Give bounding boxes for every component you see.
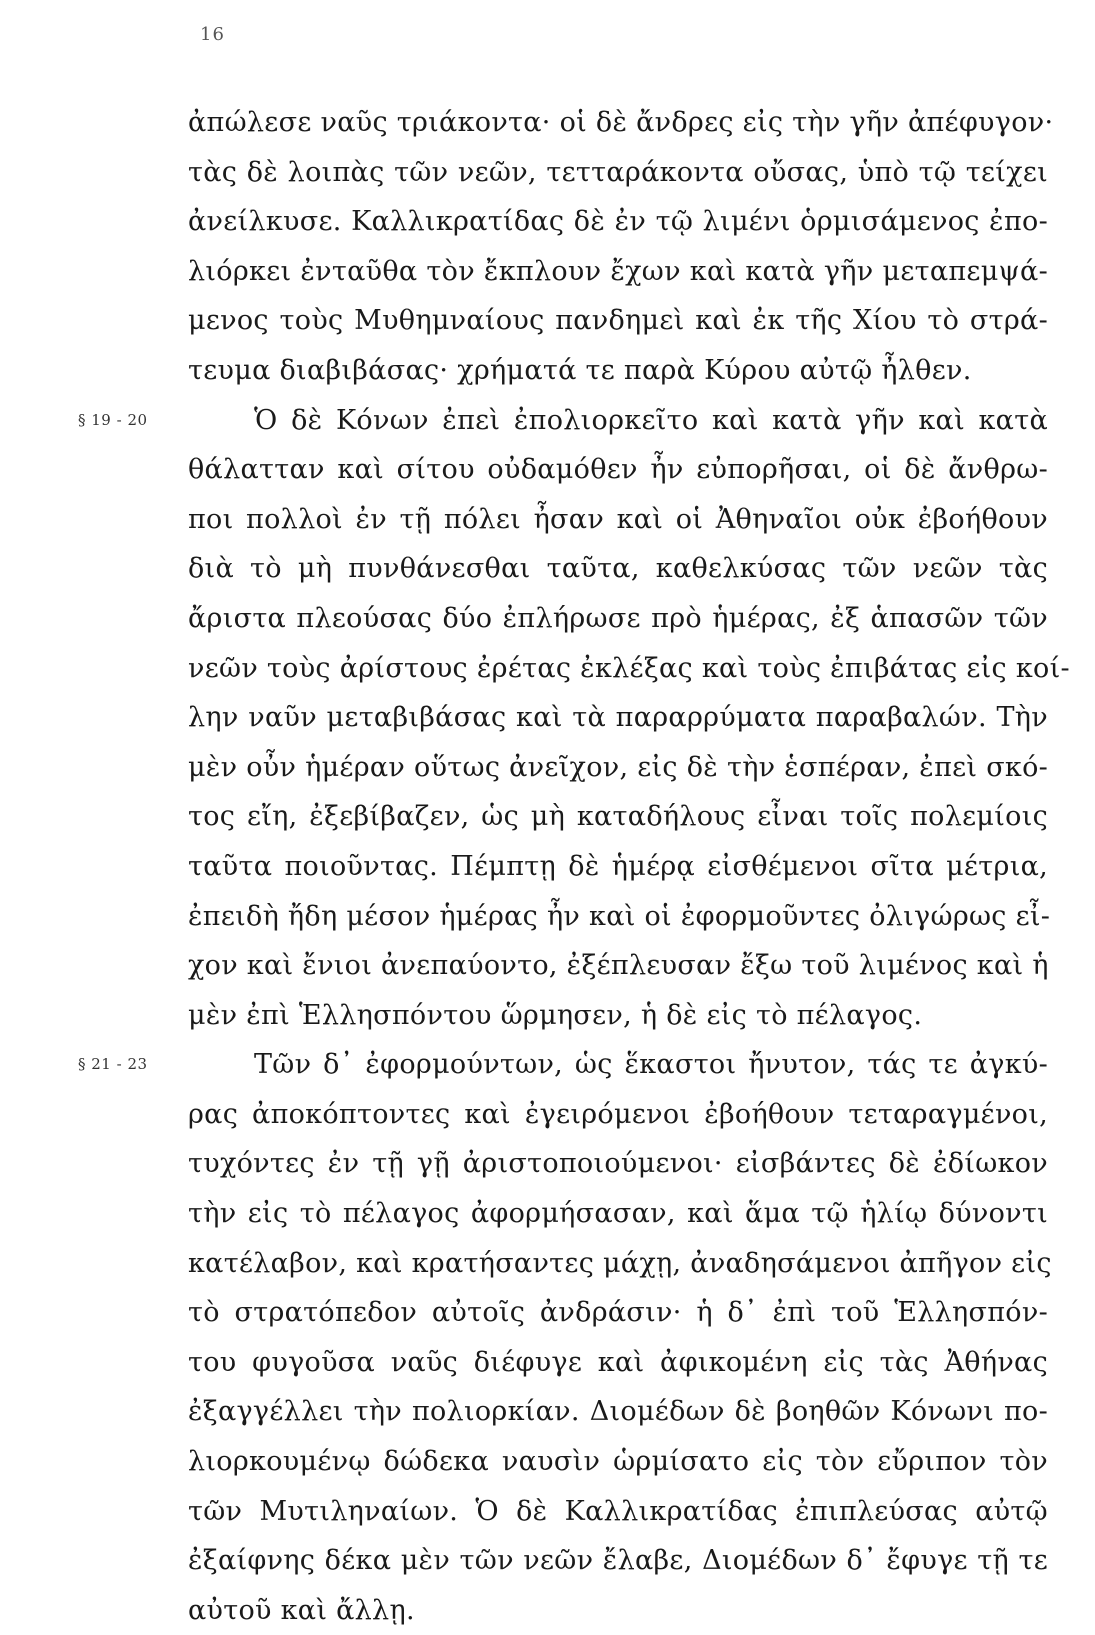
paragraph-first-line [78,396,1048,446]
text-line: μὲν ἐπὶ Ἑλλησπόντου ὥρμησεν, ἡ δὲ εἰς τὸ πέλαγος. [188,999,923,1031]
text-line: τὸ στρατόπεδον αὐτοῖς ἀνδράσιν· ἡ δ᾽ ἐπὶ τοῦ Ἑλλησπόν- [188,1297,1048,1329]
section-marker: § 21 - 23 [78,1055,148,1074]
text-line: ταῦτα ποιοῦντας. Πέμπτῃ δὲ ἡμέρᾳ εἰσθέμενοι σῖτα μέτρια, [188,850,1048,882]
text-line: τυχόντες ἐν τῇ γῇ ἀριστοποιούμενοι· εἰσβάντες δὲ ἐδίωκον [188,1148,1048,1180]
text-line: λην ναῦν μεταβιβάσας καὶ τὰ παραρρύματα παραβαλών. Τὴν [188,702,1048,734]
paragraph-first-line [78,1040,1048,1090]
text-block [78,98,1070,1635]
text-line: Τῶν δ᾽ ἐφορμούντων, ὡς ἕκαστοι ἤνυτον, τάς τε ἀγκύ- [254,1049,1048,1081]
text-line: μενος τοὺς Μυθημναίους πανδημεὶ καὶ ἐκ τῆς Χίου τὸ στρά- [188,305,1048,337]
text-line: ἐξαίφνης δέκα μὲν τῶν νεῶν ἔλαβε, Διομέδων δ᾽ ἔφυγε τῇ τε [188,1545,1048,1577]
text-line: τῶν Μυτιληναίων. Ὁ δὲ Καλλικρατίδας ἐπιπλεύσας αὐτῷ [188,1495,1048,1527]
text-line: ἐξαγγέλλει τὴν πολιορκίαν. Διομέδων δὲ βοηθῶν Κόνωνι πο- [188,1396,1048,1428]
text-line: ἐπειδὴ ἤδη μέσον ἡμέρας ἦν καὶ οἱ ἐφορμοῦντες ὀλιγώρως εἶ- [188,900,1051,932]
text-line: ἀπώλεσε ναῦς τριάκοντα· οἱ δὲ ἄνδρες εἰς τὴν γῆν ἀπέφυγον· [188,107,1054,138]
section-marker: § 19 - 20 [78,410,148,429]
text-line: του φυγοῦσα ναῦς διέφυγε καὶ ἀφικομένη εἰς τὰς Ἀθήνας [188,1346,1048,1378]
text-line: τευμα διαβιβάσας· χρήματά τε παρὰ Κύρου αὐτῷ ἦλθεν. [188,354,972,386]
text-line: ἄριστα πλεούσας δύο ἐπλήρωσε πρὸ ἡμέρας, ἐξ ἁπασῶν τῶν [188,602,1048,634]
page-number: 16 [200,24,225,45]
text-line: κατέλαβον, καὶ κρατήσαντες μάχῃ, ἀναδησάμενοι ἀπῆγον εἰς [188,1247,1052,1279]
text-line: τὰς δὲ λοιπὰς τῶν νεῶν, τετταράκοντα οὔσας, ὑπὸ τῷ τείχει [188,156,1048,188]
text-line: Ὁ δὲ Κόνων ἐπεὶ ἐπολιορκεῖτο καὶ κατὰ γῆν καὶ κατὰ [254,404,1048,436]
text-line: τὴν εἰς τὸ πέλαγος ἀφορμήσασαν, καὶ ἅμα τῷ ἡλίῳ δύνοντι [188,1198,1048,1230]
text-line: μὲν οὖν ἡμέραν οὕτως ἀνεῖχον, εἰς δὲ τὴν ἑσπέραν, ἐπεὶ σκό- [188,751,1049,783]
text-line: θάλατταν καὶ σίτου οὐδαμόθεν ἦν εὐπορῆσαι, οἱ δὲ ἄνθρω- [188,454,1048,486]
text-line: χον καὶ ἔνιοι ἀνεπαύοντο, ἐξέπλευσαν ἔξω τοῦ λιμένος καὶ ἡ [188,950,1049,982]
text-line: λιόρκει ἐνταῦθα τὸν ἔκπλουν ἔχων καὶ κατὰ γῆν μεταπεμψά- [188,255,1048,287]
text-line: αὐτοῦ καὶ ἄλλῃ. [188,1594,415,1626]
text-line: ρας ἀποκόπτοντες καὶ ἐγειρόμενοι ἐβοήθουν τεταραγμένοι, [188,1098,1048,1130]
text-line: ποι πολλοὶ ἐν τῇ πόλει ἦσαν καὶ οἱ Ἀθηναῖοι οὐκ ἐβοήθουν [188,503,1048,535]
text-line: νεῶν τοὺς ἀρίστους ἐρέτας ἐκλέξας καὶ τοὺς ἐπιβάτας εἰς κοί- [188,652,1070,684]
text-line: λιορκουμένῳ δώδεκα ναυσὶν ὡρμίσατο εἰς τὸν εὔριπον τὸν [188,1446,1048,1478]
text-line: ἀνείλκυσε. Καλλικρατίδας δὲ ἐν τῷ λιμένι ὁρμισάμενος ἐπο- [188,206,1048,238]
text-line: τος εἴη, ἐξεβίβαζεν, ὡς μὴ καταδήλους εἶναι τοῖς πολεμίοις [188,801,1048,833]
text-line: διὰ τὸ μὴ πυνθάνεσθαι ταῦτα, καθελκύσας τῶν νεῶν τὰς [188,553,1048,585]
